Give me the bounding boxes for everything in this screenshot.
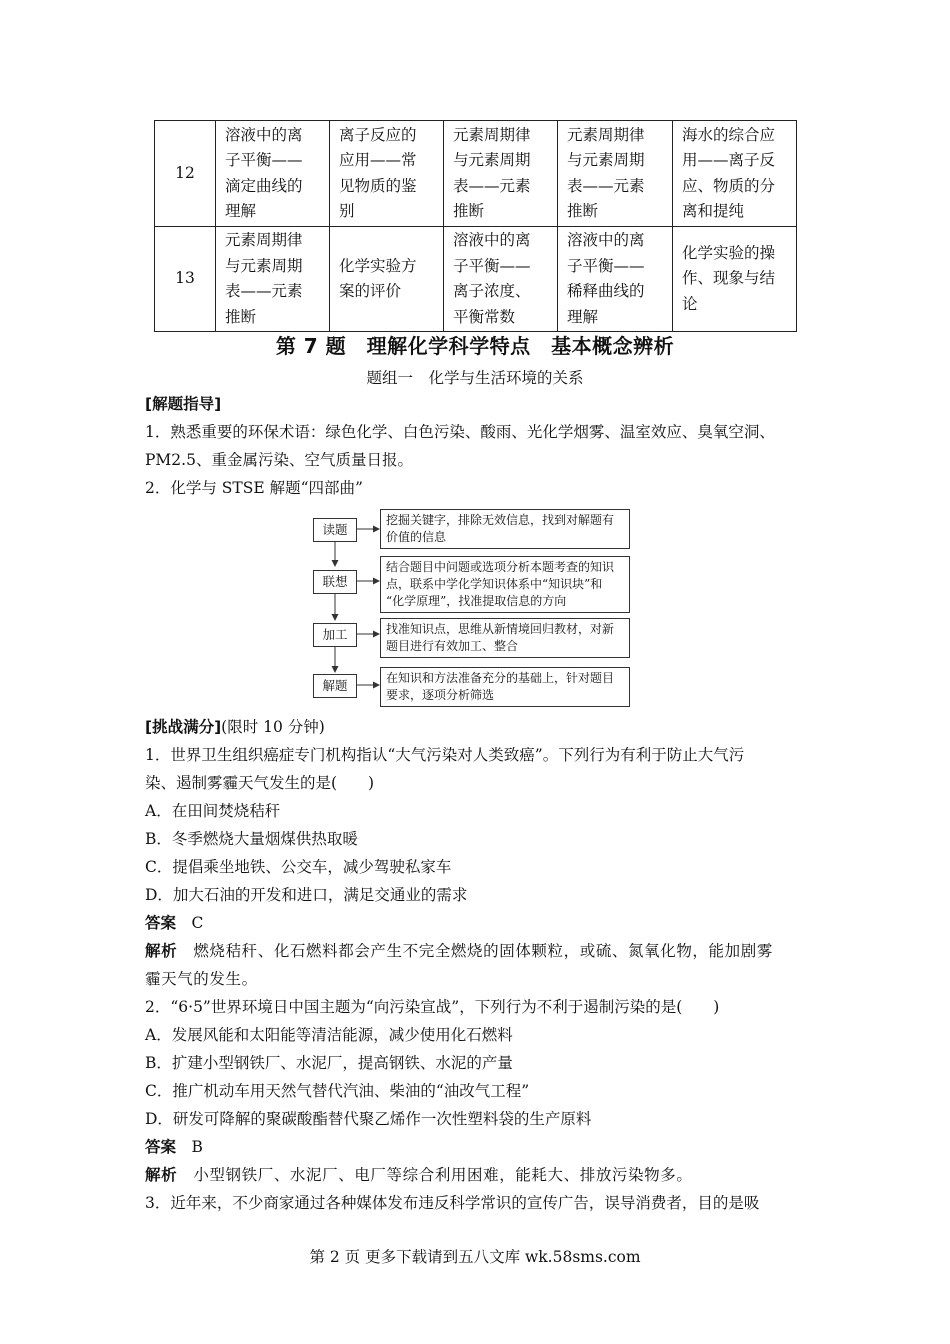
table-cell: 化学实验的操 作、现象与结 论 (673, 227, 797, 332)
flow-desc-associate: 结合题目中问题或选项分析本题考查的知识 点，联系中学化学知识体系中“知识块”和 “化学原理”，找准提取信息的方向 (380, 556, 630, 613)
question-1: 1．世界卫生组织癌症专门机构指认“大气污染对人类致癌”。下列行为有利于防止大气污 (145, 746, 745, 764)
table-cell: 元素周期律 与元素周期 表——元素 推断 (558, 121, 673, 227)
section-subtitle: 题组一 化学与生活环境的关系 (366, 369, 584, 387)
q2-option-d: D．研发可降解的聚碳酸酯替代聚乙烯作一次性塑料袋的生产原料 (145, 1110, 592, 1128)
guide-heading: [解题指导] (145, 395, 222, 413)
challenge-heading: [挑战满分] (145, 718, 222, 736)
table-cell: 海水的综合应 用——离子反 应、物质的分 离和提纯 (673, 121, 797, 227)
table-cell: 化学实验方 案的评价 (330, 227, 444, 332)
flow-desc-read: 挖掘关键字，排除无效信息，找到对解题有 价值的信息 (380, 509, 630, 549)
q1-option-c: C．提倡乘坐地铁、公交车，减少驾驶私家车 (145, 858, 452, 876)
flow-step-solve: 解题 (313, 674, 357, 698)
q1-option-b: B．冬季燃烧大量烟煤供热取暖 (145, 830, 358, 848)
question-1-cont: 染、遏制雾霾天气发生的是( ) (145, 774, 375, 792)
guide-item-1: 1．熟悉重要的环保术语：绿色化学、白色污染、酸雨、光化学烟雾、温室效应、臭氧空洞、 (145, 423, 775, 441)
q2-analysis: 解析 小型钢铁厂、水泥厂、电厂等综合利用困难，能耗大、排放污染物多。 (145, 1166, 693, 1184)
table-cell: 溶液中的离 子平衡—— 离子浓度、 平衡常数 (444, 227, 558, 332)
challenge-heading-line (145, 713, 825, 741)
time-limit: (限时 10 分钟) (221, 718, 325, 736)
flow-step-associate: 联想 (313, 570, 357, 594)
section-title: 第 7 题 理解化学科学特点 基本概念辨析 (275, 334, 675, 358)
flow-desc-process: 找准知识点，思维从新情境回归教材，对新 题目进行有效加工、整合 (380, 618, 630, 658)
question-number: 13 (155, 227, 216, 332)
table-cell: 溶液中的离 子平衡—— 稀释曲线的 理解 (558, 227, 673, 332)
question-number: 12 (155, 121, 216, 227)
q2-option-c: C．推广机动车用天然气替代汽油、柴油的“油改气工程” (145, 1082, 530, 1100)
q2-answer: 答案 B (145, 1138, 203, 1156)
flow-desc-solve: 在知识和方法准备充分的基础上，针对题目 要求，逐项分析筛选 (380, 667, 630, 707)
table-cell: 离子反应的 应用——常 见物质的鉴 别 (330, 121, 444, 227)
q1-option-a: A．在田间焚烧秸秆 (145, 802, 281, 820)
q1-option-d: D．加大石油的开发和进口，满足交通业的需求 (145, 886, 468, 904)
q2-option-b: B．扩建小型钢铁厂、水泥厂，提高钢铁、水泥的产量 (145, 1054, 513, 1072)
challenge-section (145, 713, 825, 1217)
page-footer: 第 2 页 更多下载请到五八文库 wk.58sms.com (309, 1248, 641, 1266)
table-row (155, 227, 797, 332)
guide-section (145, 390, 825, 502)
table-row (155, 121, 797, 227)
flow-step-process: 加工 (313, 623, 357, 647)
question-2: 2．“6·5”世界环境日中国主题为“向污染宣战”，下列行为不利于遏制污染的是( ) (145, 998, 720, 1016)
table-cell: 元素周期律 与元素周期 表——元素 推断 (216, 227, 330, 332)
flow-step-read: 读题 (313, 518, 357, 542)
table-cell: 溶液中的离 子平衡—— 滴定曲线的 理解 (216, 121, 330, 227)
table-cell: 元素周期律 与元素周期 表——元素 推断 (444, 121, 558, 227)
stse-flowchart (305, 505, 640, 710)
guide-item-2: 2．化学与 STSE 解题“四部曲” (145, 479, 363, 497)
q1-analysis: 解析 燃烧秸秆、化石燃料都会产生不完全燃烧的固体颗粒，或硫、氮氧化物，能加剧雾 (145, 942, 773, 960)
q2-option-a: A．发展风能和太阳能等清洁能源，减少使用化石燃料 (145, 1026, 513, 1044)
q1-analysis-cont: 霾天气的发生。 (145, 970, 258, 988)
question-3: 3．近年来，不少商家通过各种媒体发布违反科学常识的宣传广告，误导消费者，目的是吸 (145, 1194, 760, 1212)
q1-answer: 答案 C (145, 914, 204, 932)
topic-table (154, 120, 797, 332)
guide-item-1-cont: PM2.5、重金属污染、空气质量日报。 (145, 451, 413, 469)
